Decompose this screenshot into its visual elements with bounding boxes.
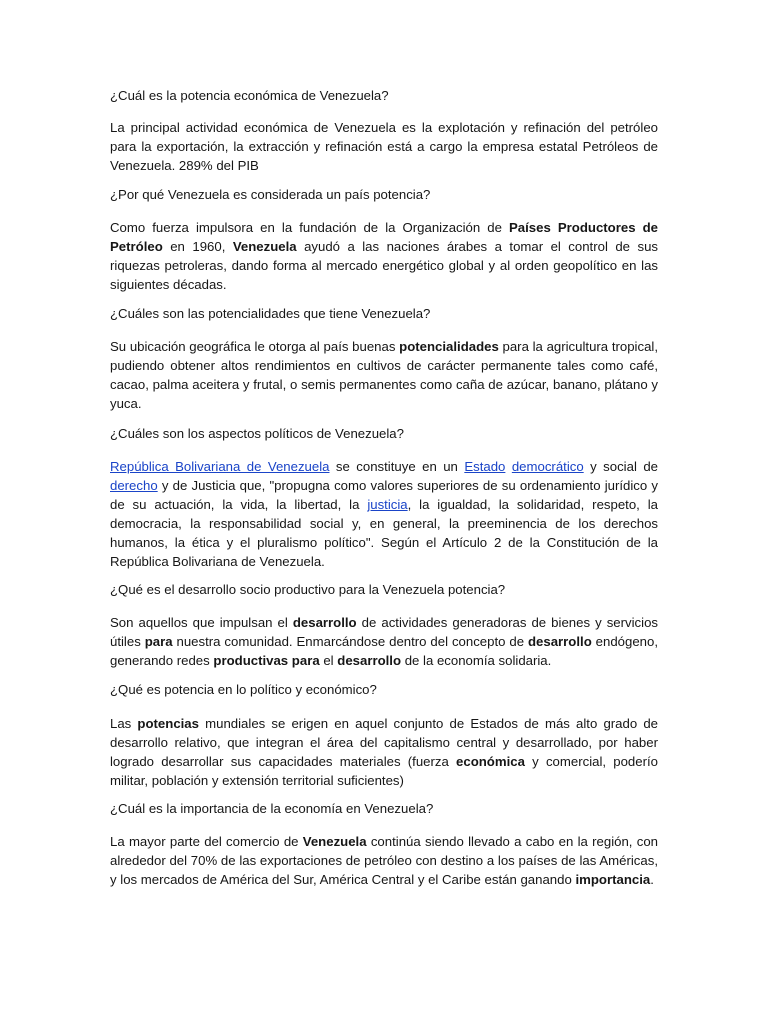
answer-text: Son aquellos que impulsan el bbox=[110, 615, 293, 630]
answer-paragraph bbox=[110, 118, 658, 175]
answer-text-bold: productivas para bbox=[213, 653, 320, 668]
answer-text: La principal actividad económica de Venezuela es la explotación y refinación del petróleo para la exportación, la extracción y refinación está a cargo la empresa estatal Petróleos de Venezuela. 289% del PIB bbox=[110, 120, 658, 173]
answer-text: . bbox=[650, 872, 654, 887]
link-derecho[interactable]: derecho bbox=[110, 478, 158, 493]
question-heading: ¿Cuál es la potencia económica de Venezuela? bbox=[110, 88, 389, 103]
answer-text-bold: Venezuela bbox=[232, 239, 297, 254]
answer-text: La mayor parte del comercio de bbox=[110, 834, 303, 849]
link-democratico[interactable]: democrático bbox=[511, 459, 584, 474]
answer-paragraph bbox=[110, 613, 658, 670]
answer-text: y de Justicia que, "propugna como valores superiores de su ordenamiento jurídico y de su actuación, la vida, la libertad, la bbox=[110, 478, 658, 512]
answer-text: Su ubicación geográfica le otorga al país buenas bbox=[110, 339, 400, 354]
answer-text: de actividades generadoras de bienes y servicios útiles bbox=[110, 615, 659, 649]
answer-text-bold: desarrollo bbox=[292, 615, 357, 630]
document-page bbox=[110, 86, 658, 901]
answer-text-bold: Venezuela bbox=[302, 834, 367, 849]
answer-text: endógeno, generando redes bbox=[110, 634, 659, 668]
answer-text: el bbox=[319, 653, 338, 668]
answer-text: continúa siendo llevado a cabo en la región, con alrededor del 70% de las exportaciones de petróleo con destino a los países de las Américas, y los mercados de América del Sur, América Central y el Caribe están ganando bbox=[110, 834, 658, 887]
answer-text: ayudó a las naciones árabes a tomar el control de sus riquezas petroleras, dando forma al mercado energético global y al orden geopolítico en las siguientes décadas. bbox=[110, 239, 658, 292]
answer-text: Como fuerza impulsora en la fundación de la Organización de bbox=[110, 220, 509, 235]
answer-text: para la agricultura tropical, pudiendo obtener altos rendimientos en cultivos de carácter permanente tales como café, cacao, palma aceitera y frutal, o semis permanentes como caña de azúcar, banano, plátano y yuca. bbox=[110, 339, 659, 411]
answer-text: y social de bbox=[583, 459, 658, 474]
answer-text: nuestra comunidad. Enmarcándose dentro del concepto de bbox=[172, 634, 528, 649]
answer-paragraph bbox=[110, 457, 658, 571]
link-estado[interactable]: Estado bbox=[464, 459, 506, 474]
answer-text-bold: importancia bbox=[575, 872, 651, 887]
link-republica-bolivariana[interactable]: República Bolivariana de Venezuela bbox=[110, 459, 330, 474]
link-justicia[interactable]: justicia bbox=[367, 497, 408, 512]
question-heading: ¿Por qué Venezuela es considerada un país potencia? bbox=[110, 187, 431, 202]
answer-text-bold: desarrollo bbox=[337, 653, 402, 668]
answer-text: en 1960, bbox=[162, 239, 233, 254]
answer-text-bold: potencialidades bbox=[399, 339, 499, 354]
answer-paragraph bbox=[110, 832, 658, 889]
answer-text: y comercial, poderío militar, población y extensión territorial suficientes) bbox=[110, 754, 658, 788]
answer-text: , la igualdad, la solidaridad, respeto, la democracia, la responsabilidad social y, en general, la preeminencia de los derechos humanos, la ética y el pluralismo político". Según el Artículo 2 de la Constitución de la República Bolivariana de Venezuela. bbox=[110, 497, 658, 569]
answer-text: de la economía solidaria. bbox=[401, 653, 552, 668]
answer-text-bold: potencias bbox=[137, 716, 199, 731]
answer-text-bold: para bbox=[144, 634, 173, 649]
question-heading: ¿Cuáles son los aspectos políticos de Venezuela? bbox=[110, 426, 404, 441]
answer-text-bold: desarrollo bbox=[527, 634, 592, 649]
answer-paragraph bbox=[110, 218, 658, 294]
answer-text: se constituye en un bbox=[329, 459, 465, 474]
question-heading: ¿Cuáles son las potencialidades que tiene Venezuela? bbox=[110, 306, 431, 321]
answer-paragraph bbox=[110, 714, 658, 790]
question-heading: ¿Qué es potencia en lo político y económico? bbox=[110, 682, 377, 697]
answer-paragraph bbox=[110, 337, 658, 413]
question-heading: ¿Cuál es la importancia de la economía en Venezuela? bbox=[110, 801, 434, 816]
answer-text-bold: Países Productores de Petróleo bbox=[110, 220, 658, 254]
answer-text: Las bbox=[110, 716, 138, 731]
answer-text: mundiales se erigen en aquel conjunto de Estados de más alto grado de desarrollo relativo, que integran el área del capitalismo central y desarrollado, por haber logrado desarrollar sus capacidades materiales (fuerza bbox=[110, 716, 658, 769]
answer-text-bold: económica bbox=[456, 754, 525, 769]
question-heading: ¿Qué es el desarrollo socio productivo para la Venezuela potencia? bbox=[110, 582, 506, 597]
